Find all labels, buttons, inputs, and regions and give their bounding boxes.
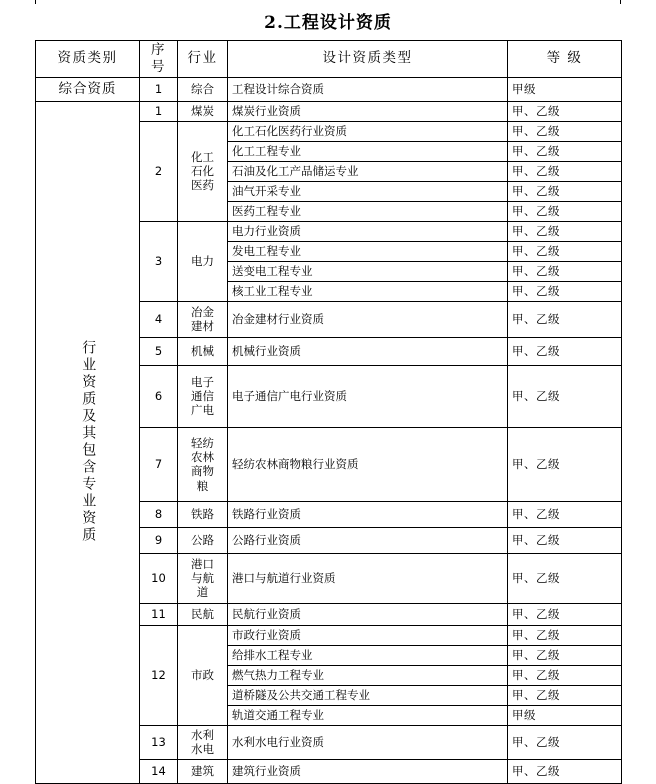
row-grade: 甲、乙级 <box>508 759 622 783</box>
row-industry <box>178 725 228 759</box>
row-type: 油气开采专业 <box>228 181 508 201</box>
row-type: 煤炭行业资质 <box>228 101 508 121</box>
row-industry <box>178 365 228 427</box>
row-industry-label: 化工石化医药 <box>190 149 214 193</box>
row-type: 电力行业资质 <box>228 221 508 241</box>
row-grade: 甲、乙级 <box>508 337 622 365</box>
row-type: 冶金建材行业资质 <box>228 301 508 337</box>
row-grade: 甲、乙级 <box>508 261 622 281</box>
row-grade: 甲、乙级 <box>508 645 622 665</box>
table-row <box>36 101 622 121</box>
row-grade: 甲、乙级 <box>508 281 622 301</box>
row-industry: 煤炭 <box>178 101 228 121</box>
row-industry-label: 电子通信广电 <box>190 374 214 418</box>
row-type: 发电工程专业 <box>228 241 508 261</box>
row-grade: 甲、乙级 <box>508 527 622 553</box>
row-type: 建筑行业资质 <box>228 759 508 783</box>
row-industry: 机械 <box>178 337 228 365</box>
row-industry <box>178 121 228 221</box>
row-type: 工程设计综合资质 <box>228 77 508 101</box>
row-grade: 甲、乙级 <box>508 221 622 241</box>
row-type: 送变电工程专业 <box>228 261 508 281</box>
row-type: 电子通信广电行业资质 <box>228 365 508 427</box>
row-grade: 甲、乙级 <box>508 161 622 181</box>
row-grade: 甲、乙级 <box>508 603 622 625</box>
row-grade: 甲、乙级 <box>508 665 622 685</box>
row-no: 11 <box>140 603 178 625</box>
row-grade: 甲、乙级 <box>508 365 622 427</box>
row-industry: 电力 <box>178 221 228 301</box>
row-grade: 甲、乙级 <box>508 685 622 705</box>
row-type: 医药工程专业 <box>228 201 508 221</box>
page-top-rule <box>35 0 621 4</box>
row-type: 给排水工程专业 <box>228 645 508 665</box>
header-category: 资质类别 <box>36 41 140 78</box>
row-type: 化工工程专业 <box>228 141 508 161</box>
row-no: 10 <box>140 553 178 603</box>
row-type: 民航行业资质 <box>228 603 508 625</box>
row-no: 4 <box>140 301 178 337</box>
row-grade: 甲、乙级 <box>508 427 622 501</box>
row-no: 2 <box>140 121 178 221</box>
row-grade: 甲、乙级 <box>508 625 622 645</box>
row-grade: 甲、乙级 <box>508 201 622 221</box>
row-industry: 建筑 <box>178 759 228 783</box>
row-no: 9 <box>140 527 178 553</box>
row-grade: 甲、乙级 <box>508 301 622 337</box>
row-grade: 甲、乙级 <box>508 501 622 527</box>
row-grade: 甲、乙级 <box>508 141 622 161</box>
row-no: 12 <box>140 625 178 725</box>
row-no: 1 <box>140 101 178 121</box>
row-industry: 民航 <box>178 603 228 625</box>
row-no: 3 <box>140 221 178 301</box>
row-grade: 甲、乙级 <box>508 101 622 121</box>
row-no: 13 <box>140 725 178 759</box>
row-industry-label: 港口与航道 <box>190 556 214 600</box>
row-industry-label: 水利水电 <box>190 727 214 757</box>
row-type: 市政行业资质 <box>228 625 508 645</box>
category-comprehensive: 综合资质 <box>36 77 140 101</box>
header-type: 设计资质类型 <box>228 41 508 78</box>
row-grade: 甲级 <box>508 77 622 101</box>
row-type: 港口与航道行业资质 <box>228 553 508 603</box>
row-industry: 公路 <box>178 527 228 553</box>
row-grade: 甲、乙级 <box>508 553 622 603</box>
row-type: 石油及化工产品储运专业 <box>228 161 508 181</box>
row-industry: 市政 <box>178 625 228 725</box>
row-grade: 甲、乙级 <box>508 121 622 141</box>
row-no: 5 <box>140 337 178 365</box>
header-industry: 行业 <box>178 41 228 78</box>
row-type: 机械行业资质 <box>228 337 508 365</box>
page-title: 2.工程设计资质 <box>264 13 392 33</box>
row-industry <box>178 553 228 603</box>
row-type: 化工石化医药行业资质 <box>228 121 508 141</box>
category-industry-block <box>36 101 140 783</box>
row-grade: 甲、乙级 <box>508 725 622 759</box>
row-industry <box>178 301 228 337</box>
row-grade: 甲、乙级 <box>508 241 622 261</box>
row-type: 道桥隧及公共交通工程专业 <box>228 685 508 705</box>
row-type: 公路行业资质 <box>228 527 508 553</box>
table-header-row <box>36 41 622 78</box>
row-type: 轻纺农林商物粮行业资质 <box>228 427 508 501</box>
row-type: 轨道交通工程专业 <box>228 705 508 725</box>
row-industry-label: 轻纺农林商物粮 <box>190 435 214 493</box>
category-industry-block-label: 行业资质及其包含专业资质 <box>80 340 97 545</box>
row-grade: 甲级 <box>508 705 622 725</box>
row-type: 铁路行业资质 <box>228 501 508 527</box>
row-type: 核工业工程专业 <box>228 281 508 301</box>
engineering-design-qualification-table <box>35 40 622 784</box>
row-no: 8 <box>140 501 178 527</box>
row-type: 水利水电行业资质 <box>228 725 508 759</box>
row-industry-label: 冶金建材 <box>190 304 214 334</box>
table-row <box>36 77 622 101</box>
row-no: 1 <box>140 77 178 101</box>
row-industry <box>178 427 228 501</box>
row-type: 燃气热力工程专业 <box>228 665 508 685</box>
header-grade: 等 级 <box>508 41 622 78</box>
row-industry: 综合 <box>178 77 228 101</box>
row-no: 14 <box>140 759 178 783</box>
row-no: 7 <box>140 427 178 501</box>
row-grade: 甲、乙级 <box>508 181 622 201</box>
header-no: 序号 <box>140 41 178 78</box>
row-no: 6 <box>140 365 178 427</box>
row-industry: 铁路 <box>178 501 228 527</box>
